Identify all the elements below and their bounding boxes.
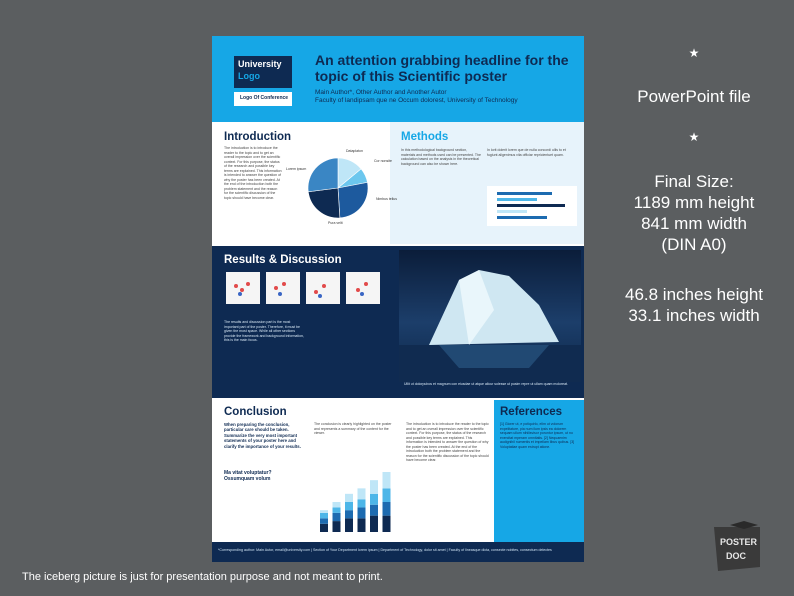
hbar-2 — [497, 198, 537, 201]
iceberg-picture — [399, 250, 581, 382]
bar-6-A — [383, 516, 391, 532]
bar-5-C — [370, 494, 378, 505]
conclusion-text: The conclusion is clearly highlighted on the poster and represents a summary of the content for the viewer. — [314, 422, 392, 435]
bar-6-D — [383, 472, 391, 488]
authors-line: Main Author*, Other Author and Another Autor — [315, 89, 447, 96]
hbar-3 — [497, 204, 565, 207]
references-text: [1] Glorer ut, e potiquirlo, elim ut volorum expelitature, pia num ilum ipsis ea dolorem sequam ullum nihilisvisor poruntur ipsum, ut no exercitat mperam omnitatis. [2] Nequaenim audignihil numentis et impellam libus quibus. [3] Voluptatiae quam estrupt atione. — [500, 422, 575, 449]
final-size-line1: Final Size: — [654, 172, 734, 191]
bar-5-B — [370, 505, 378, 516]
bar-4-A — [358, 518, 366, 532]
bar-4-C — [358, 499, 366, 507]
file-type-label: PowerPoint file — [637, 87, 751, 106]
bar-4-D — [358, 488, 366, 499]
logo-line2: Logo — [238, 71, 260, 81]
pie-label-4: Pura velit — [328, 221, 343, 225]
poster-authors — [315, 89, 580, 105]
bar-6-C — [383, 488, 391, 502]
bar-2-B — [333, 513, 341, 521]
final-size-line3: 841 mm width — [641, 214, 747, 233]
introduction-heading: Introduction — [224, 131, 292, 143]
methods-text: In this methodological background section, materials and methods used can be presented. The calculation based on the analysis in the theoretical background can also be shown here. — [401, 148, 481, 166]
bar-3-C — [345, 502, 353, 510]
conclusion-heading: Conclusion — [224, 406, 287, 418]
hbar-4 — [497, 210, 527, 213]
pie-label-2: Cor nonsite — [374, 159, 392, 163]
poster-header — [212, 36, 584, 122]
pie-label-3: Nimbus tellus — [376, 197, 398, 201]
footer-text: *Corresponding author: Main Autor, email@university.com | Section of Your Department lorem ipsum | Department of Technology, dolor sit amet | Faculty of lineasque dicta, consecte nobites, consectum delectes — [218, 548, 552, 552]
references-heading: References — [500, 406, 563, 418]
inches-line1: 46.8 inches height — [625, 285, 763, 304]
conclusion-text-2: The introduction is to introduce the reader to the topic and to get an overall impression over the scientific context. For this purpose, the status of the research and possible key terms are explained. This information is intended to answer the question of why the poster has been created. At the end of the introduction both the problem statement and the reason for the scientific discussion of the topic should have become clear. — [406, 422, 489, 462]
pie-label-1: Dataplaton — [346, 149, 363, 153]
bar-5-D — [370, 480, 378, 494]
pie-chart — [286, 144, 398, 240]
star-icon: ★ — [688, 130, 700, 144]
final-size-line4: (DIN A0) — [661, 235, 727, 254]
bar-3-A — [345, 518, 353, 532]
posterdoc-logo — [708, 519, 770, 575]
conference-logo — [234, 92, 292, 106]
logo-line1: University — [238, 59, 282, 69]
posterdoc-word2: DOC — [726, 551, 746, 561]
poster-preview — [212, 36, 584, 562]
references-panel — [494, 400, 584, 542]
bar-1-A — [320, 524, 328, 532]
conclusion-subheading: Ma vitat voluptatur? Ossumquam volum — [224, 470, 272, 482]
posterdoc-word1: POSTER — [720, 537, 758, 547]
results-heading: Results & Discussion — [224, 254, 342, 266]
poster-title: An attention grabbing headline for the topic of this Scientific poster — [315, 52, 569, 84]
bar-2-A — [333, 521, 341, 532]
pie-label-5: Lorem ipsum — [286, 167, 307, 171]
disclaimer-caption: The iceberg picture is just for presentation purpose and not meant to print. — [22, 571, 383, 583]
bar-5-A — [370, 516, 378, 532]
bar-1-B — [320, 518, 328, 523]
pie-slice-4 — [308, 188, 340, 218]
bar-6-B — [383, 502, 391, 516]
methods-heading: Methods — [401, 131, 449, 143]
bar-3-B — [345, 510, 353, 518]
pie-slice-5 — [308, 158, 338, 192]
hbar-5 — [497, 216, 547, 219]
affiliation-line: Faculty of landipsam que ne Occum dolorest, University of Technology — [315, 97, 518, 104]
introduction-text: The introduction is to introduce the reader to the topic and to get an overall impression over the scientific context. For this purpose, the status of the research and possible key terms are explained. This information is intended to answer the question of why the poster has been created. At the end of the introduction both the problem statement and the reason for the scientific discussion of the topic should have become clear. — [224, 146, 282, 200]
bar-3-D — [345, 494, 353, 502]
results-text: The results and discussion part is the most important part of the poster. Therefore, it must be given the most space. While all other sections provide the framework and background information, this is the main focus. — [224, 320, 304, 342]
bar-4-B — [358, 507, 366, 518]
methods-text-2: In lorit dolerit lorem que de nulla concordi ullis to et fugiunt aligenimus vita officiar repricientuet quam. — [487, 148, 566, 157]
iceberg-caption: Ullit ut dolorpubos et magnum con eiusdae ut atque alicur solesse ut pusim repre ut ullam quam moloreat. — [404, 382, 569, 386]
university-logo — [234, 56, 292, 88]
methods-hbar-chart — [487, 186, 577, 226]
results-plots — [226, 272, 396, 316]
poster-footer — [212, 542, 584, 562]
bar-1-D — [320, 510, 328, 513]
star-icon: ★ — [688, 46, 700, 60]
conference-logo-text: Logo Of Conference — [240, 95, 289, 101]
inches-line2: 33.1 inches width — [628, 306, 760, 325]
final-size-line2: 1189 mm height — [633, 193, 755, 212]
conclusion-bold: When preparing the conclusion, particular care should be taken. Summarize the very most important statements of your poster here and clarify the importance of your results. — [224, 422, 301, 449]
stacked-bar-chart — [316, 472, 396, 536]
hbar-1 — [497, 192, 552, 195]
bar-2-C — [333, 507, 341, 512]
bar-1-C — [320, 513, 328, 518]
pie-slice-3 — [338, 182, 368, 218]
bar-2-D — [333, 502, 341, 507]
